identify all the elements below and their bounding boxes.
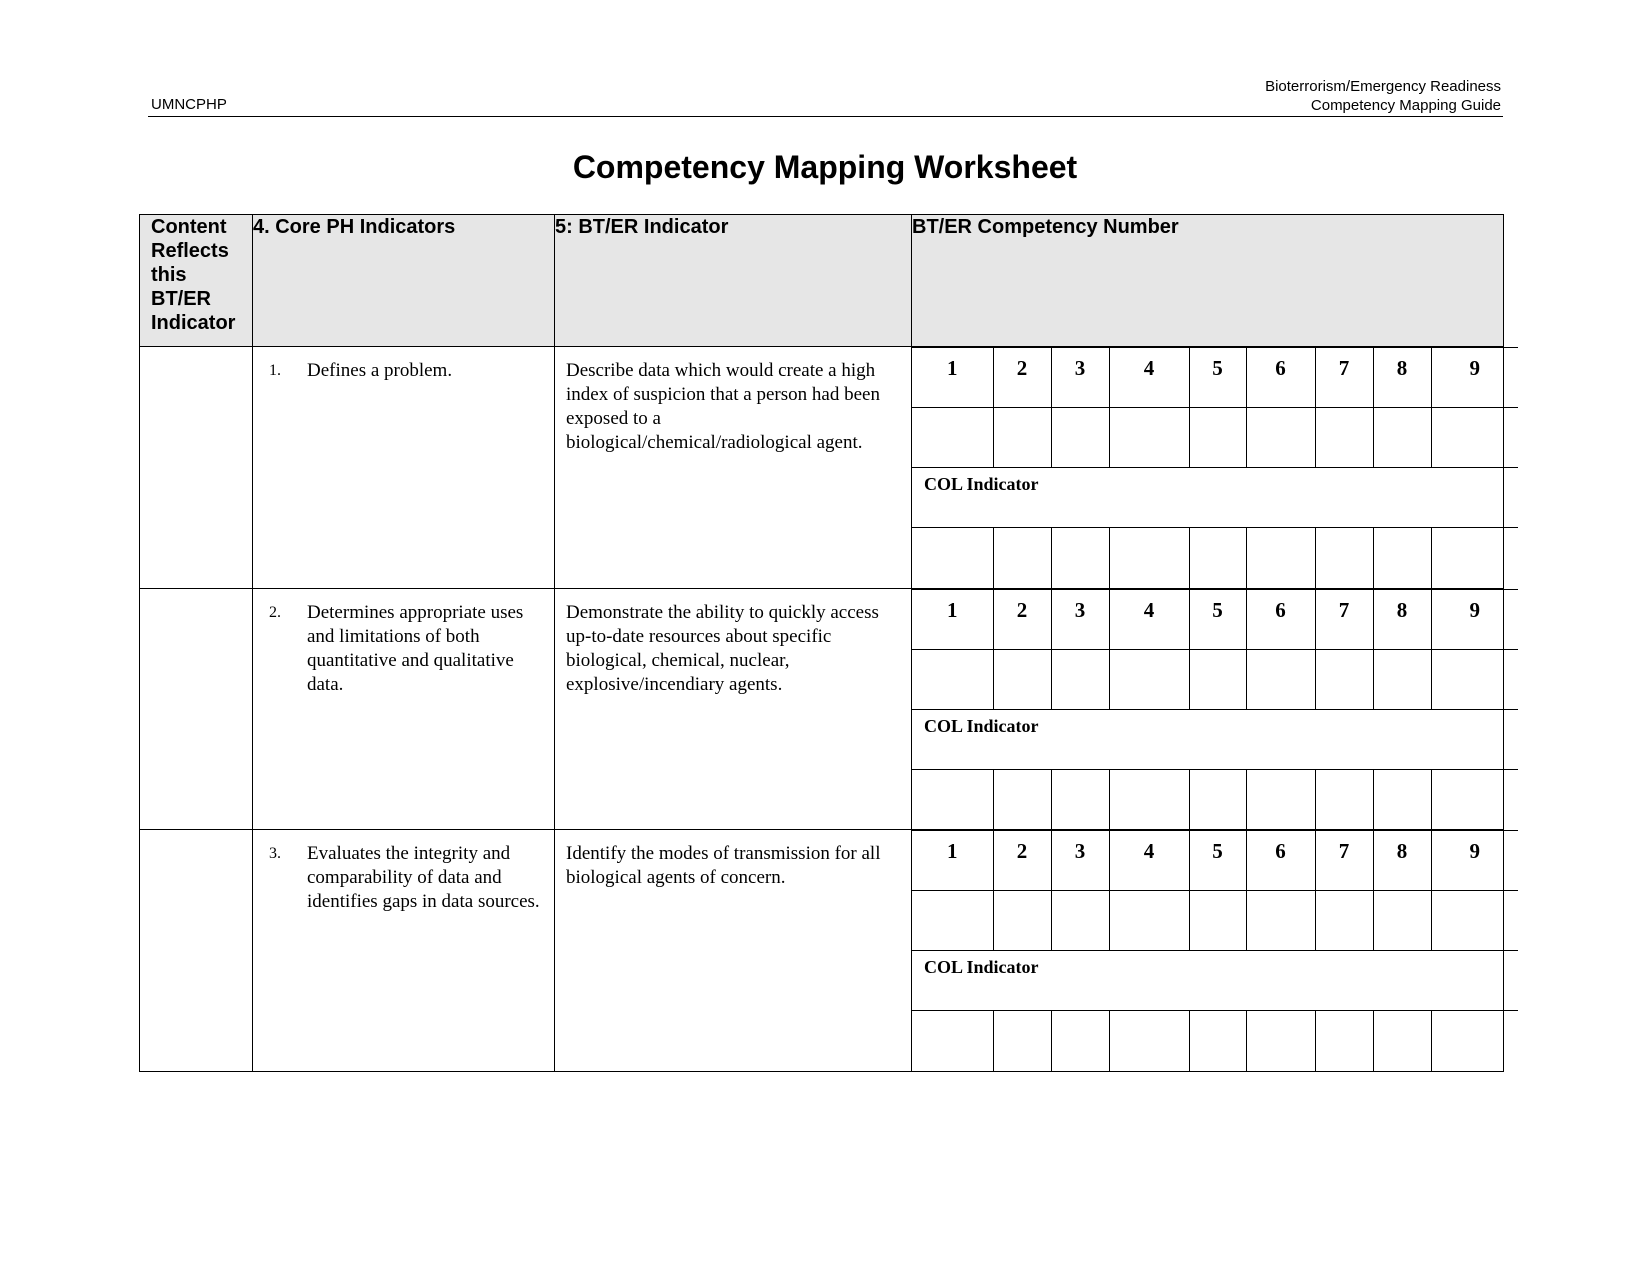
competency-number-5: 5 — [1189, 831, 1246, 891]
competency-number-7: 7 — [1315, 348, 1373, 408]
competency-mark-cell-2[interactable] — [993, 408, 1051, 468]
table-row — [140, 347, 1504, 589]
col-indicator-cell-6[interactable] — [1246, 528, 1315, 588]
table-header-row — [140, 215, 1504, 347]
competency-number-2: 2 — [993, 831, 1051, 891]
col-indicator-cell-1[interactable] — [912, 1011, 993, 1071]
competency-number-9: 9 — [1431, 348, 1518, 408]
page-title: Competency Mapping Worksheet — [572, 149, 1078, 185]
col-indicator-cell-7[interactable] — [1315, 528, 1373, 588]
competency-number-8: 8 — [1373, 831, 1431, 891]
col-indicator-cell-8[interactable] — [1373, 769, 1431, 829]
col-indicator-cell-3[interactable] — [1051, 1011, 1109, 1071]
competency-mark-cell-9[interactable] — [1431, 891, 1518, 951]
competency-number-2: 2 — [993, 348, 1051, 408]
competency-mark-cell-1[interactable] — [912, 891, 993, 951]
col-indicator-cell-6[interactable] — [1246, 1011, 1315, 1071]
competency-number-7: 7 — [1315, 589, 1373, 649]
header-guide-title — [1265, 77, 1501, 115]
col-indicator-cell-9[interactable] — [1431, 1011, 1518, 1071]
col-indicator-cell-4[interactable] — [1109, 1011, 1189, 1071]
competency-mark-cell-6[interactable] — [1246, 649, 1315, 709]
competency-number-4: 4 — [1109, 589, 1189, 649]
core-indicator-text: Defines a problem. — [307, 360, 453, 381]
core-indicator-item — [263, 601, 546, 697]
competency-grid — [912, 347, 1518, 588]
competency-number-8: 8 — [1373, 348, 1431, 408]
col-indicator-cell-8[interactable] — [1373, 528, 1431, 588]
competency-grid-cell — [912, 347, 1504, 589]
competency-number-4: 4 — [1109, 831, 1189, 891]
table-row — [140, 588, 1504, 830]
content-reflects-cell[interactable] — [140, 588, 253, 830]
col-indicator-cell-2[interactable] — [993, 769, 1051, 829]
header-competency-number: BT/ER Competency Number — [912, 215, 1504, 347]
competency-mark-cell-2[interactable] — [993, 891, 1051, 951]
col-indicator-cell-8[interactable] — [1373, 1011, 1431, 1071]
core-indicator-number: 3. — [269, 845, 281, 862]
competency-number-1: 1 — [912, 831, 993, 891]
competency-mark-cell-6[interactable] — [1246, 891, 1315, 951]
competency-number-1: 1 — [912, 589, 993, 649]
col-indicator-cell-1[interactable] — [912, 528, 993, 588]
core-ph-indicator-cell — [253, 830, 555, 1072]
competency-number-9: 9 — [1431, 589, 1518, 649]
competency-number-1: 1 — [912, 348, 993, 408]
bter-indicator-cell: Demonstrate the ability to quickly access up-to-date resources about specific biological, chemical, nuclear, explosive/incendiary agents. — [555, 588, 912, 830]
core-indicator-item — [263, 359, 546, 383]
core-ph-indicator-cell — [253, 588, 555, 830]
col-indicator-cell-1[interactable] — [912, 769, 993, 829]
competency-grid — [912, 589, 1518, 830]
competency-mark-cell-3[interactable] — [1051, 649, 1109, 709]
competency-mark-cell-8[interactable] — [1373, 649, 1431, 709]
competency-mark-cell-1[interactable] — [912, 649, 993, 709]
col-indicator-cell-3[interactable] — [1051, 769, 1109, 829]
competency-number-7: 7 — [1315, 831, 1373, 891]
content-reflects-cell[interactable] — [140, 347, 253, 589]
competency-number-2: 2 — [993, 589, 1051, 649]
competency-mark-cell-7[interactable] — [1315, 649, 1373, 709]
competency-number-6: 6 — [1246, 831, 1315, 891]
header-org: UMNCPHP — [151, 96, 227, 113]
competency-mark-cell-6[interactable] — [1246, 408, 1315, 468]
competency-mark-cell-1[interactable] — [912, 408, 993, 468]
header-guide-line-1: Bioterrorism/Emergency Readiness — [1265, 78, 1501, 95]
col-indicator-cell-5[interactable] — [1189, 1011, 1246, 1071]
table-row — [140, 830, 1504, 1072]
content-reflects-cell[interactable] — [140, 830, 253, 1072]
competency-number-5: 5 — [1189, 589, 1246, 649]
core-indicator-number: 2. — [269, 603, 281, 621]
competency-mark-cell-9[interactable] — [1431, 649, 1518, 709]
competency-number-3: 3 — [1051, 348, 1109, 408]
competency-worksheet-table — [139, 214, 1504, 1072]
competency-mark-cell-5[interactable] — [1189, 408, 1246, 468]
col-indicator-cell-3[interactable] — [1051, 528, 1109, 588]
col-indicator-cell-5[interactable] — [1189, 769, 1246, 829]
col-indicator-cell-7[interactable] — [1315, 769, 1373, 829]
col-indicator-cell-9[interactable] — [1431, 528, 1518, 588]
competency-number-3: 3 — [1051, 589, 1109, 649]
competency-number-6: 6 — [1246, 348, 1315, 408]
header-bter-indicator: 5: BT/ER Indicator — [555, 215, 912, 347]
competency-mark-cell-2[interactable] — [993, 649, 1051, 709]
col-indicator-cell-4[interactable] — [1109, 528, 1189, 588]
competency-mark-cell-8[interactable] — [1373, 408, 1431, 468]
col-indicator-cell-5[interactable] — [1189, 528, 1246, 588]
competency-number-9: 9 — [1431, 831, 1518, 891]
header-content-reflects: Content Reflects this BT/ER Indicator — [140, 215, 253, 347]
col-indicator-cell-7[interactable] — [1315, 1011, 1373, 1071]
bter-indicator-cell: Identify the modes of transmission for all biological agents of concern. — [555, 830, 912, 1072]
header-core-ph-indicators: 4. Core PH Indicators — [253, 215, 555, 347]
competency-mark-cell-5[interactable] — [1189, 891, 1246, 951]
col-indicator-cell-9[interactable] — [1431, 769, 1518, 829]
competency-number-5: 5 — [1189, 348, 1246, 408]
competency-mark-cell-7[interactable] — [1315, 891, 1373, 951]
header-guide-line-2: Competency Mapping Guide — [1310, 97, 1501, 114]
core-indicator-number: 1. — [269, 362, 281, 379]
core-indicator-item — [263, 842, 546, 914]
competency-mark-cell-3[interactable] — [1051, 408, 1109, 468]
header-divider — [148, 116, 1503, 117]
competency-mark-cell-5[interactable] — [1189, 649, 1246, 709]
competency-mark-cell-4[interactable] — [1109, 891, 1189, 951]
competency-grid-cell — [912, 588, 1504, 830]
col-indicator-cell-2[interactable] — [993, 1011, 1051, 1071]
competency-mark-cell-8[interactable] — [1373, 891, 1431, 951]
col-indicator-label: COL Indicator — [912, 951, 1518, 1011]
competency-mark-cell-3[interactable] — [1051, 891, 1109, 951]
competency-number-6: 6 — [1246, 589, 1315, 649]
core-ph-indicator-cell — [253, 347, 555, 589]
col-indicator-cell-6[interactable] — [1246, 769, 1315, 829]
bter-indicator-cell: Describe data which would create a high index of suspicion that a person had been exposed to a biological/chemical/radiological agent. — [555, 347, 912, 589]
competency-number-8: 8 — [1373, 589, 1431, 649]
competency-mark-cell-9[interactable] — [1431, 408, 1518, 468]
competency-number-4: 4 — [1109, 348, 1189, 408]
col-indicator-label: COL Indicator — [912, 709, 1518, 769]
competency-grid-cell — [912, 830, 1504, 1072]
competency-mark-cell-7[interactable] — [1315, 408, 1373, 468]
col-indicator-cell-4[interactable] — [1109, 769, 1189, 829]
col-indicator-label: COL Indicator — [912, 468, 1518, 528]
competency-grid — [912, 830, 1518, 1071]
core-indicator-text: Evaluates the integrity and comparability of data and identifies gaps in data sources. — [307, 843, 540, 912]
competency-mark-cell-4[interactable] — [1109, 649, 1189, 709]
col-indicator-cell-2[interactable] — [993, 528, 1051, 588]
core-indicator-text: Determines appropriate uses and limitations of both quantitative and qualitative data. — [307, 601, 524, 695]
competency-number-3: 3 — [1051, 831, 1109, 891]
competency-mark-cell-4[interactable] — [1109, 408, 1189, 468]
